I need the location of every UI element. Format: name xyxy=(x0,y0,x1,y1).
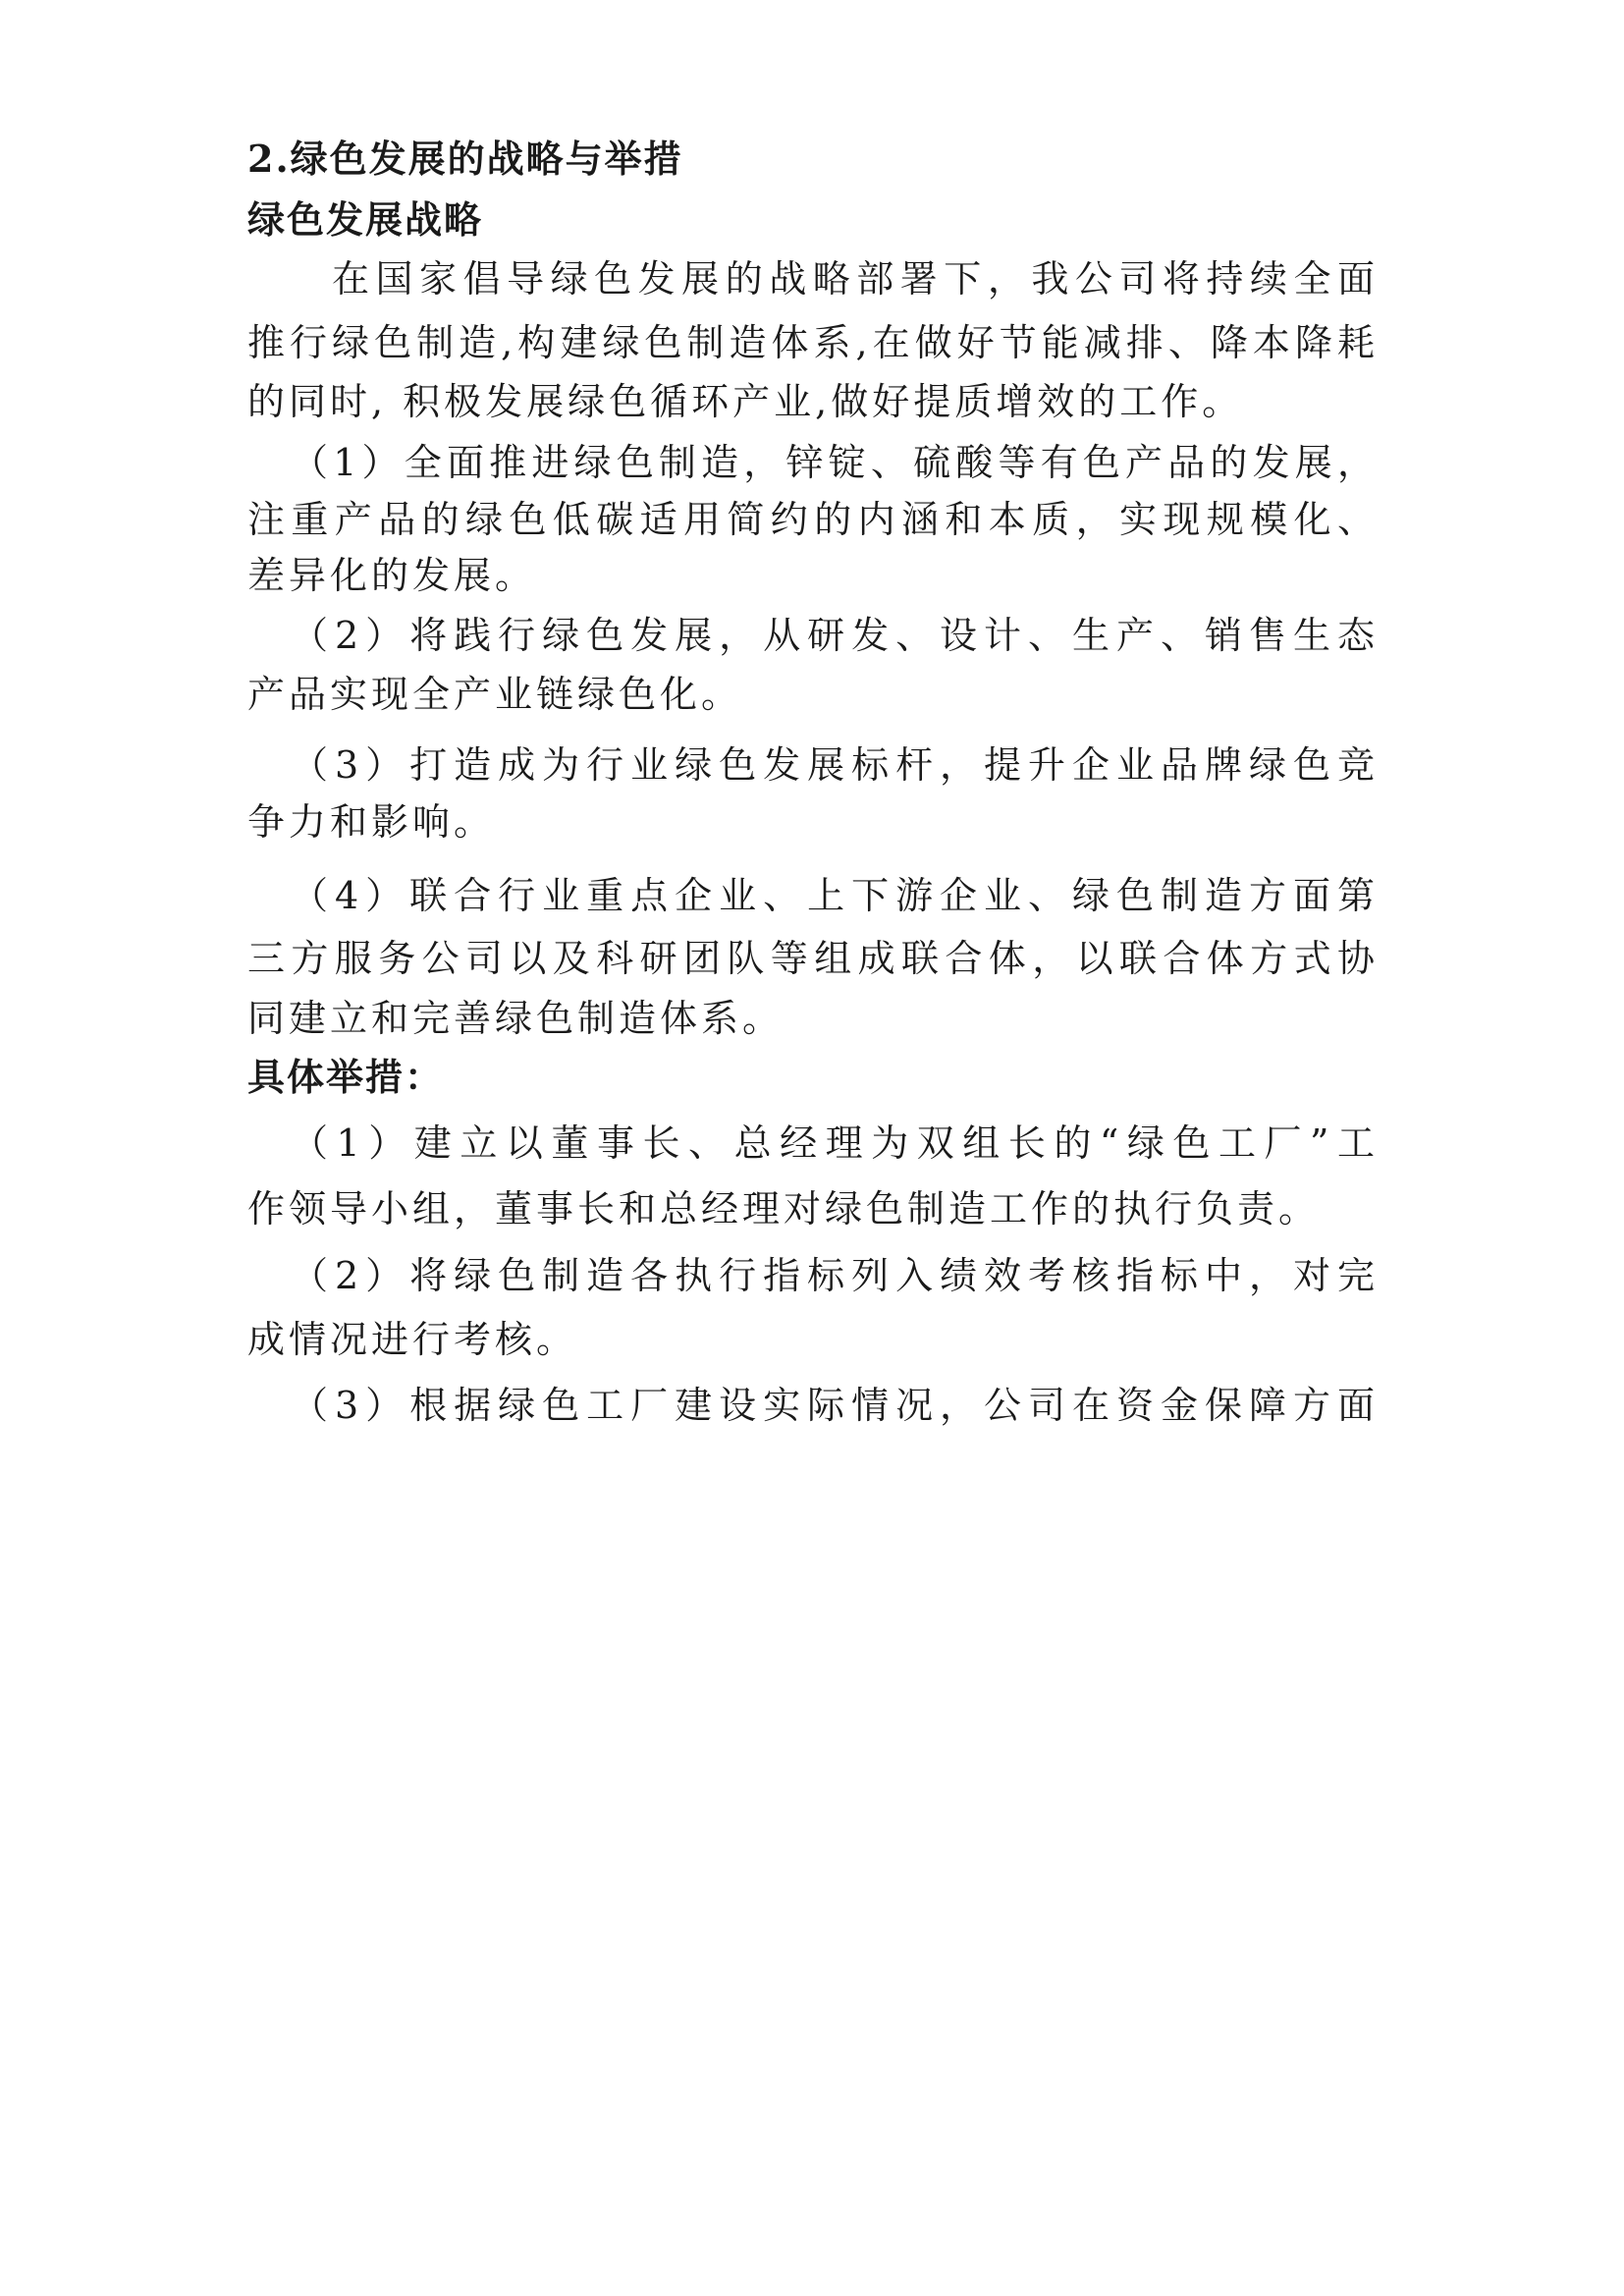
item-line: （3）打造成为行业绿色发展标杆，提升企业品牌绿色竞 xyxy=(291,743,1375,787)
item-line: （1）全面推进绿色制造，锌锭、硫酸等有色产品的发展， xyxy=(291,441,1375,484)
item-line: 争力和影响。 xyxy=(247,800,496,844)
measures-heading: 具体举措： xyxy=(247,1055,445,1099)
item-line: 产品实现全产业链绿色化。 xyxy=(247,673,743,716)
item-line: （2）将践行绿色发展，从研发、设计、生产、销售生态 xyxy=(291,614,1375,657)
paragraph-line: 推行绿色制造,构建绿色制造体系,在做好节能减排、降本降耗 xyxy=(247,321,1375,364)
paragraph-line: 的同时, 积极发展绿色循环产业,做好提质增效的工作。 xyxy=(247,380,1244,423)
item-line: （4）联合行业重点企业、上下游企业、绿色制造方面第 xyxy=(291,874,1375,917)
paragraph-line: 在国家倡导绿色发展的战略部署下，我公司将持续全面 xyxy=(332,257,1375,301)
item-line: （3）根据绿色工厂建设实际情况，公司在资金保障方面 xyxy=(291,1384,1375,1427)
section-title: 2.绿色发展的战略与举措 xyxy=(247,137,683,181)
item-line: 注重产品的绿色低碳适用简约的内涵和本质，实现规模化、 xyxy=(247,498,1375,541)
item-line: （1）建立以董事长、总经理为双组长的“绿色工厂”工 xyxy=(291,1121,1375,1165)
strategy-heading: 绿色发展战略 xyxy=(247,197,484,242)
item-line: （2）将绿色制造各执行指标列入绩效考核指标中，对完 xyxy=(291,1254,1375,1297)
item-line: 三方服务公司以及科研团队等组成联合体，以联合体方式协 xyxy=(247,937,1375,980)
item-line: 同建立和完善绿色制造体系。 xyxy=(247,997,785,1040)
item-line: 差异化的发展。 xyxy=(247,554,537,597)
item-line: 作领导小组，董事长和总经理对绿色制造工作的执行负责。 xyxy=(247,1187,1321,1230)
item-line: 成情况进行考核。 xyxy=(247,1318,578,1361)
